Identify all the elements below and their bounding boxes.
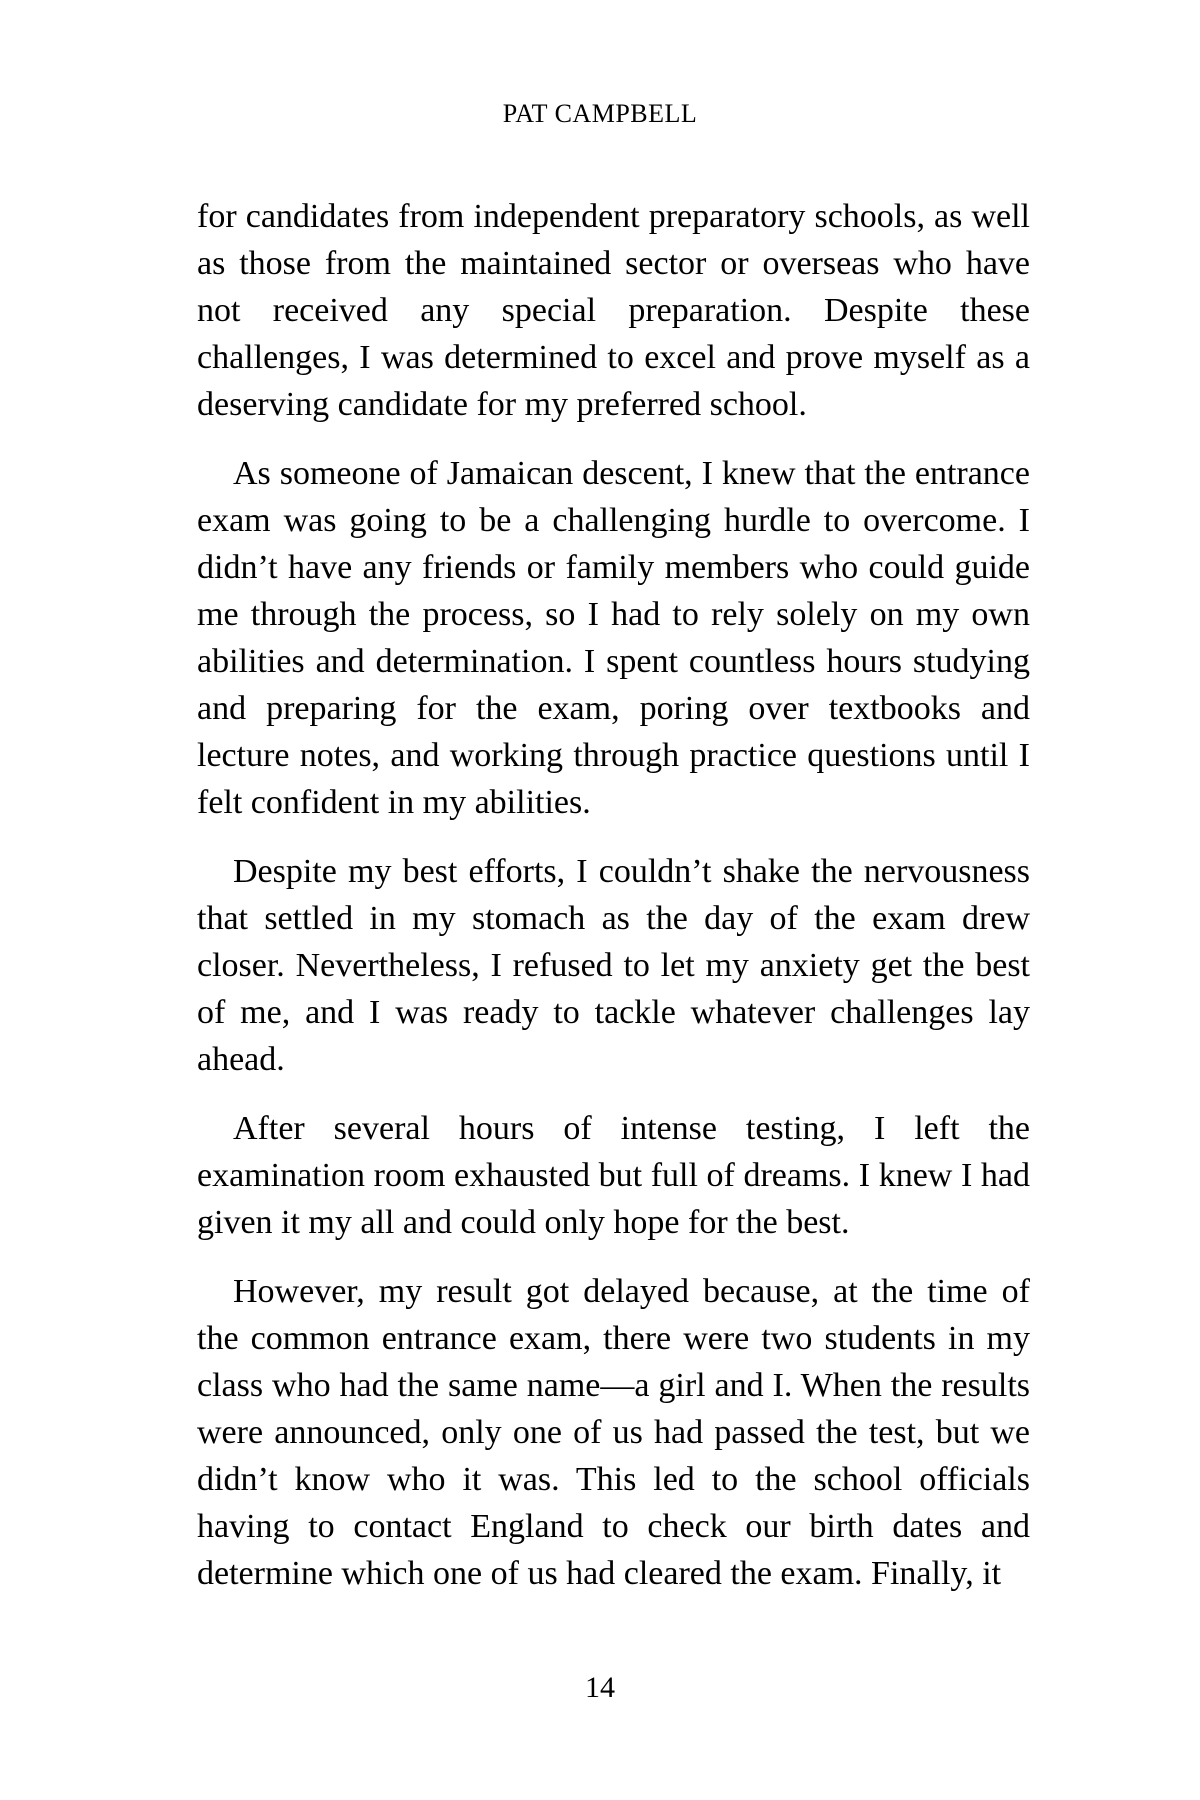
paragraph-continuation: for candidates from independent preparatory schools, as well as those from the maintained sector or overseas who have not received any special preparation. Despite these challenges, I was determined to excel and prove myself as a deserving candidate for my preferred school. [197,198,1030,423]
paragraph: However, my result got delayed because, at the time of the common entrance exam, there were two students in my class who had the same name—a girl and I. When the results were announced, only one of us had passed the test, but we didn’t know who it was. This led to the school officials having to contact England to check our birth dates and determine which one of us had cleared the exam. Finally, it [197,1273,1030,1592]
page-number: 14 [585,1671,615,1704]
paragraph: After several hours of intense testing, I left the examination room exhausted but full of dreams. I knew I had given it my all and could only hope for the best. [197,1110,1030,1241]
running-header: PAT CAMPBELL [502,99,698,128]
body-text [197,193,1030,1619]
paragraph: Despite my best efforts, I couldn’t shake the nervousness that settled in my stomach as the day of the exam drew closer. Nevertheless, I refused to let my anxiety get the best of me, and I was ready to tackle whatever challenges lay ahead. [197,853,1030,1078]
paragraph: As someone of Jamaican descent, I knew that the entrance exam was going to be a challenging hurdle to overcome. I didn’t have any friends or family members who could guide me through the process, so I had to rely solely on my own abilities and determination. I spent countless hours studying and preparing for the exam, poring over textbooks and lecture notes, and working through practice questions until I felt confident in my abilities. [197,455,1030,821]
